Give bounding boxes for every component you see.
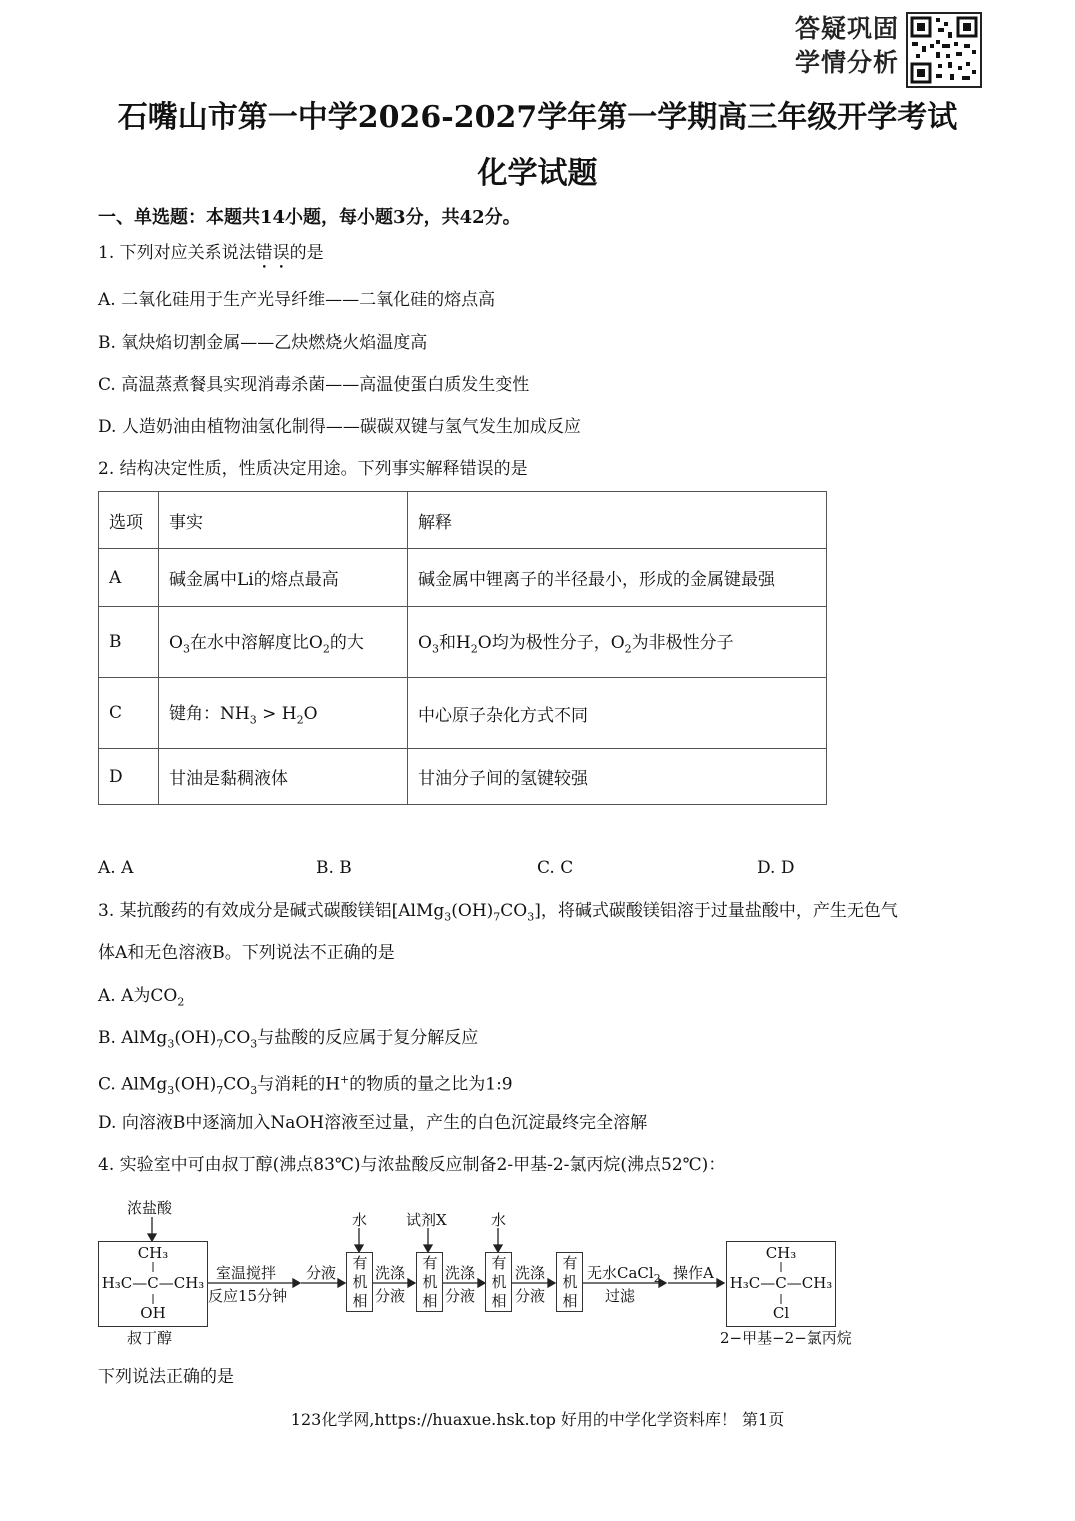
operation-a-label: 操作A [673,1264,714,1282]
q2-stem: 2. 结构决定性质，性质决定用途。下列事实解释错误的是 [98,459,528,479]
table-cell-reason: $O_3$和$H_2O$均为极性分子，$O_2$为非极性分子 [408,607,827,678]
table-cell-reason: 甘油分子间的氢键较强 [408,749,827,805]
q3-option-a: A. A为$CO_2$ [98,986,185,1009]
badge-line-1: 答疑巩固 [794,14,899,43]
table-cell-fact: 碱金属中Li的熔点最高 [159,549,408,607]
q1-option-a: A. 二氧化硅用于生产光导纤维——二氧化硅的熔点高 [98,290,496,310]
q2-option-a: A. A [98,858,134,878]
emphasis-text: 错误 [255,243,290,263]
table-cell-reason: 中心原子杂化方式不同 [408,678,827,749]
page-footer: 123化学网,https://huaxue.hsk.top 好用的中学化学资料库！ 第1页 [290,1410,785,1429]
q2-option-b: B. B [316,858,352,878]
table-cell-fact: 键角：$NH_3 > H_2O$ [159,678,408,749]
q3-option-d: D. 向溶液B中逐滴加入NaOH溶液至过量，产生的白色沉淀最终完全溶解 [98,1113,648,1133]
section-heading: 一、单选题：本题共14小题，每小题3分，共42分。 [98,207,521,228]
filter-label: 过滤 [605,1287,636,1305]
water-label-1: 水 [352,1211,368,1229]
organic-phase-box-4: 有机相 [556,1252,583,1312]
step-react-label: 反应15分钟 [208,1287,288,1305]
organic-phase-box-2: 有机相 [416,1252,443,1312]
tert-butanol-structure: CH₃ H₃C—C—CH₃ OH [98,1241,208,1327]
q1-option-b: B. 氧炔焰切割金属——乙炔燃烧火焰温度高 [98,333,428,353]
water-label-2: 水 [491,1211,507,1229]
drying-agent-label: 无水CaCl$_2$ [587,1264,661,1285]
separate-label-1: 分液 [375,1287,406,1305]
step-separate-label: 分液 [306,1264,337,1282]
q1-option-c: C. 高温蒸煮餐具实现消毒杀菌——高温使蛋白质发生变性 [98,375,530,395]
table-cell-reason: 碱金属中锂离子的半径最小，形成的金属键最强 [408,549,827,607]
table-header-cell: 选项 [99,492,159,549]
step-stir-label: 室温搅拌 [216,1264,277,1282]
q2-option-d: D. D [757,858,795,878]
organic-phase-box-1: 有机相 [346,1252,373,1312]
reagent-x-label: 试剂X [406,1211,447,1229]
table-header-cell: 解释 [408,492,827,549]
table-header-cell: 事实 [159,492,408,549]
table-cell-option: A [99,549,159,607]
wash-label-1: 洗涤 [375,1264,406,1282]
badge-line-2: 学情分析 [794,48,899,77]
wash-label-3: 洗涤 [515,1264,546,1282]
q3-option-c: C. $AlMg_3(OH)_7CO_3$与消耗的H+的物质的量之比为1:9 [98,1073,513,1098]
separate-label-2: 分液 [445,1287,476,1305]
table-cell-option: D [99,749,159,805]
q4-stem: 4. 实验室中可由叔丁醇(沸点83℃)与浓盐酸反应制备2-甲基-2-氯丙烷(沸点52℃)： [98,1155,726,1175]
q1-option-d: D. 人造奶油由植物油氢化制得——碳碳双键与氢气发生加成反应 [98,417,581,437]
product-structure: CH₃ H₃C—C—CH₃ Cl [726,1241,836,1327]
q2-option-c: C. C [537,858,574,878]
subject-title: 化学试题 [477,156,598,191]
exam-title: 石嘴山市第一中学2026-2027学年第一学期高三年级开学考试 [117,100,958,135]
product-name: 2−甲基−2−氯丙烷 [720,1329,852,1347]
q3-option-b: B. $AlMg_3(OH)_7CO_3$与盐酸的反应属于复分解反应 [98,1028,479,1051]
separate-label-3: 分液 [515,1287,546,1305]
q1-stem: 1. 下列对应关系说法错误的是 [98,243,324,263]
wash-label-2: 洗涤 [445,1264,476,1282]
reagent-hcl-label: 浓盐酸 [127,1199,173,1217]
table-cell-fact: 甘油是黏稠液体 [159,749,408,805]
tert-butanol-name: 叔丁醇 [127,1329,173,1347]
table-cell-option: C [99,678,159,749]
q3-stem-line-1: 3. 某抗酸药的有效成分是碱式碳酸镁铝$[AlMg_3(OH)_7CO_3]$，将碱式碳酸镁铝溶于过量盐酸中，产生无色气 [98,901,898,924]
table-cell-option: B [99,607,159,678]
q4-question: 下列说法正确的是 [98,1367,234,1387]
organic-phase-box-3: 有机相 [485,1252,512,1312]
q3-stem-line-2: 体A和无色溶液B。下列说法不正确的是 [98,943,395,963]
table-cell-fact: $O_3$在水中溶解度比$O_2$的大 [159,607,408,678]
